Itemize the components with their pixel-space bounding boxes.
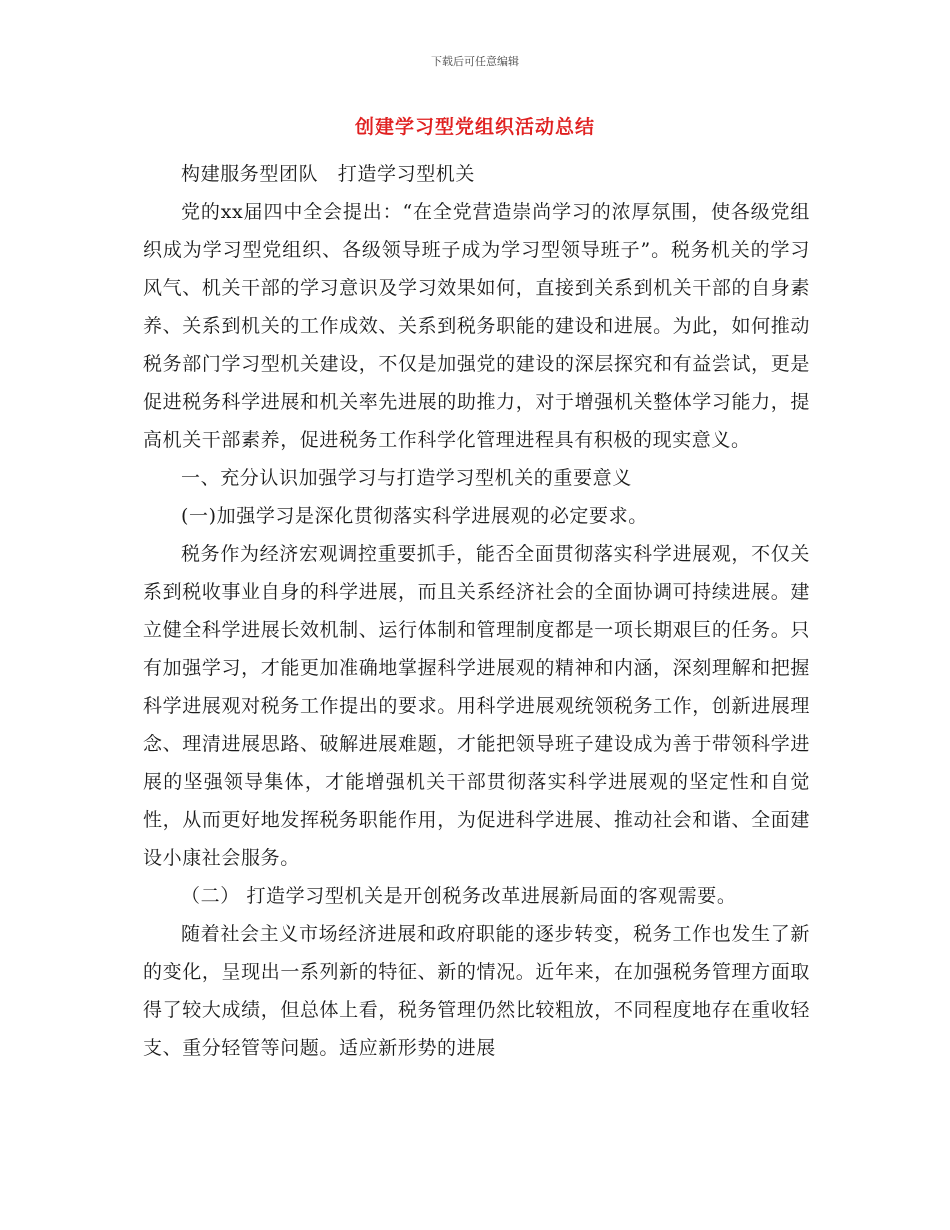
paragraph-body: 随着社会主义市场经济进展和政府职能的逐步转变，税务工作也发生了新的变化，呈现出一系列新的特征、新的情况。近年来，在加强税务管理方面取得了较大成绩，但总体上看，税务管理仍然比较粗放，不同程度地存在重收轻支、重分轻管等问题。适应新形势的进展: [143, 923, 810, 1059]
document-body: [143, 155, 810, 1067]
paragraph-subtitle: 构建服务型团队 打造学习型机关: [181, 163, 476, 185]
page-header-note: 下载后可任意编辑: [431, 55, 519, 68]
paragraph-intro: 党的xx届四中全会提出：“在全党营造崇尚学习的浓厚氛围，使各级党组织成为学习型党组织、各级领导班子成为学习型领导班子”。税务机关的学习风气、机关干部的学习意识及学习效果如何，直接到关系到机关干部的自身素养、关系到机关的工作成效、关系到税务职能的建设和进展。为此，如何推动税务部门学习型机关建设，不仅是加强党的建设的深层探究和有益尝试，更是促进税务科学进展和机关率先进展的助推力，对于增强机关整体学习能力，提高机关干部素养，促进税务工作科学化管理进程具有积极的现实意义。: [143, 201, 810, 451]
section-heading-1: 一、充分认识加强学习与打造学习型机关的重要意义: [181, 467, 632, 489]
paragraph-body: 税务作为经济宏观调控重要抓手，能否全面贯彻落实科学进展观，不仅关系到税收事业自身的科学进展，而且关系经济社会的全面协调可持续进展。建立健全科学进展长效机制、运行体制和管理制度都是一项长期艰巨的任务。只有加强学习，才能更加准确地掌握科学进展观的精神和内涵，深刻理解和把握科学进展观对税务工作提出的要求。用科学进展观统领税务工作，创新进展理念、理清进展思路、破解进展难题，才能把领导班子建设成为善于带领科学进展的坚强领导集体，才能增强机关干部贯彻落实科学进展观的坚定性和自觉性，从而更好地发挥税务职能作用，为促进科学进展、推动社会和谐、全面建设小康社会服务。: [143, 543, 810, 869]
subsection-heading-2: （二） 打造学习型机关是开创税务改革进展新局面的客观需要。: [181, 885, 737, 907]
document-title: 创建学习型党组织活动总结: [354, 116, 595, 138]
subsection-heading-1: (一)加强学习是深化贯彻落实科学进展观的必定要求。: [181, 505, 648, 527]
